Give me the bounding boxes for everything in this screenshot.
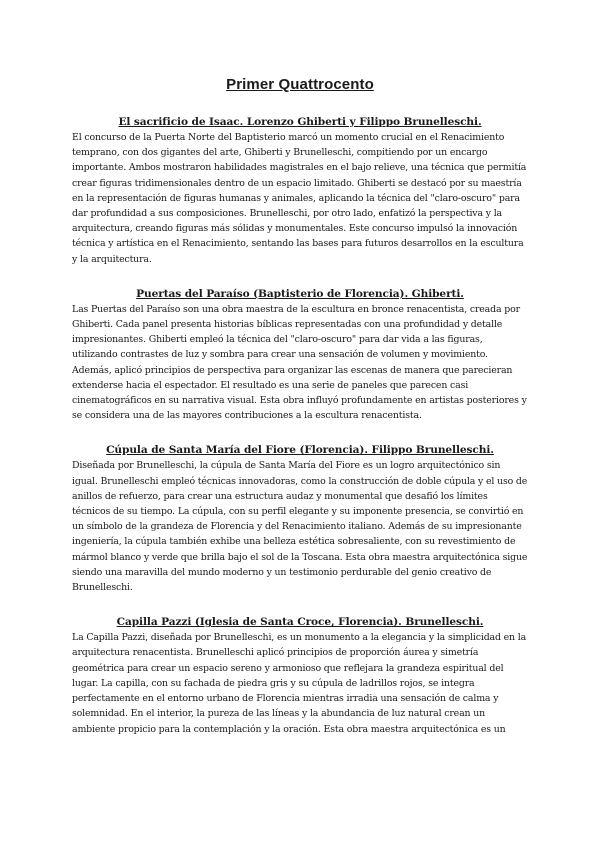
section-body-puertas-paraiso: Las Puertas del Paraíso son una obra maestra de la escultura en bronce renacentista, creada por Ghiberti. Cada panel presenta historias bíblicas representadas con una profundidad y detalle impresionantes. Ghiberti empleó la técnica del "claro-oscuro" para dar vida a las figuras, utilizando contrastes de luz y sombra para crear una sensación de volumen y movimiento. Además, aplicó principios de perspectiva para organizar las escenas de manera que parecieran extenderse hacia el espectador. El resultado es una serie de paneles que parecen casi cinematográficos en su narrativa visual. Esta obra influyó profundamente en artistas posteriores y se considera una de las mayores contribuciones a la escultura renacentista. [72,303,527,422]
section-body-capilla-pazzi: La Capilla Pazzi, diseñada por Brunelleschi, es un monumento a la elegancia y la simplicidad en la arquitectura renacentista. Brunelleschi aplicó principios de proporción áurea y simetría geométrica para crear un espacio sereno y armonioso que reflejara la grandeza espiritual del lugar. La capilla, con su fachada de piedra gris y su cúpula de ladrillos rojos, se integra perfectamente en el entorno urbano de Florencia mientras irradia una sensación de calma y solemnidad. En el interior, la pureza de las líneas y la abundancia de luz natural crean un ambiente propicio para la contemplación y la oración. Esta obra maestra arquitectónica es un [72,632,527,735]
section-heading-cupula: Cúpula de Santa María del Fiore (Florencia). Filippo Brunelleschi. [106,444,494,457]
page-title: Primer Quattrocento [226,76,374,93]
section-body-cupula: Diseñada por Brunelleschi, la cúpula de Santa María del Fiore es un logro arquitectónico sin igual. Brunelleschi empleó técnicas innovadoras, como la construcción de doble cúpula y el uso de anillos de refuerzo, para crear una estructura audaz y monumental que desafió los límites técnicos de su tiempo. La cúpula, con su perfil elegante y su imponente presencia, se convirtió en un símbolo de la grandeza de Florencia y del Renacimiento italiano. Además de su impresionante ingeniería, la cúpula también exhibe una belleza estética sobresaliente, con su revestimiento de mármol blanco y verde que brilla bajo el sol de la Toscana. Esta obra maestra arquitectónica sigue siendo una maravilla del mundo moderno y un testimonio perdurable del genio creativo de Brunelleschi. [72,460,528,594]
section-body-sacrificio: El concurso de la Puerta Norte del Baptisterio marcó un momento crucial en el Renacimiento temprano, con dos gigantes del arte, Ghiberti y Brunelleschi, compitiendo por un encargo importante. Ambos mostraron habilidades magistrales en el bajo relieve, una técnica que permitía crear figuras tridimensionales dentro de un espacio limitado. Ghiberti se destacó por su maestría en la representación de figuras humanas y animales, aplicando la técnica del "claro-oscuro" para dar profundidad a sus composiciones. Brunelleschi, por otro lado, enfatizó la perspectiva y la arquitectura, creando figuras más sólidas y monumentales. Este concurso impulsó la innovación técnica y artística en el Renacimiento, sentando las bases para futuros desarrollos en la escultura y la arquitectura. [72,132,527,265]
section-heading-puertas-paraiso: Puertas del Paraíso (Baptisterio de Florencia). Ghiberti. [136,287,464,300]
document-content [72,115,528,757]
section-heading-capilla-pazzi: Capilla Pazzi (Iglesia de Santa Croce, Florencia). Brunelleschi. [116,616,484,629]
section-heading-sacrificio: El sacrificio de Isaac. Lorenzo Ghiberti y Filippo Brunelleschi. [118,116,482,128]
